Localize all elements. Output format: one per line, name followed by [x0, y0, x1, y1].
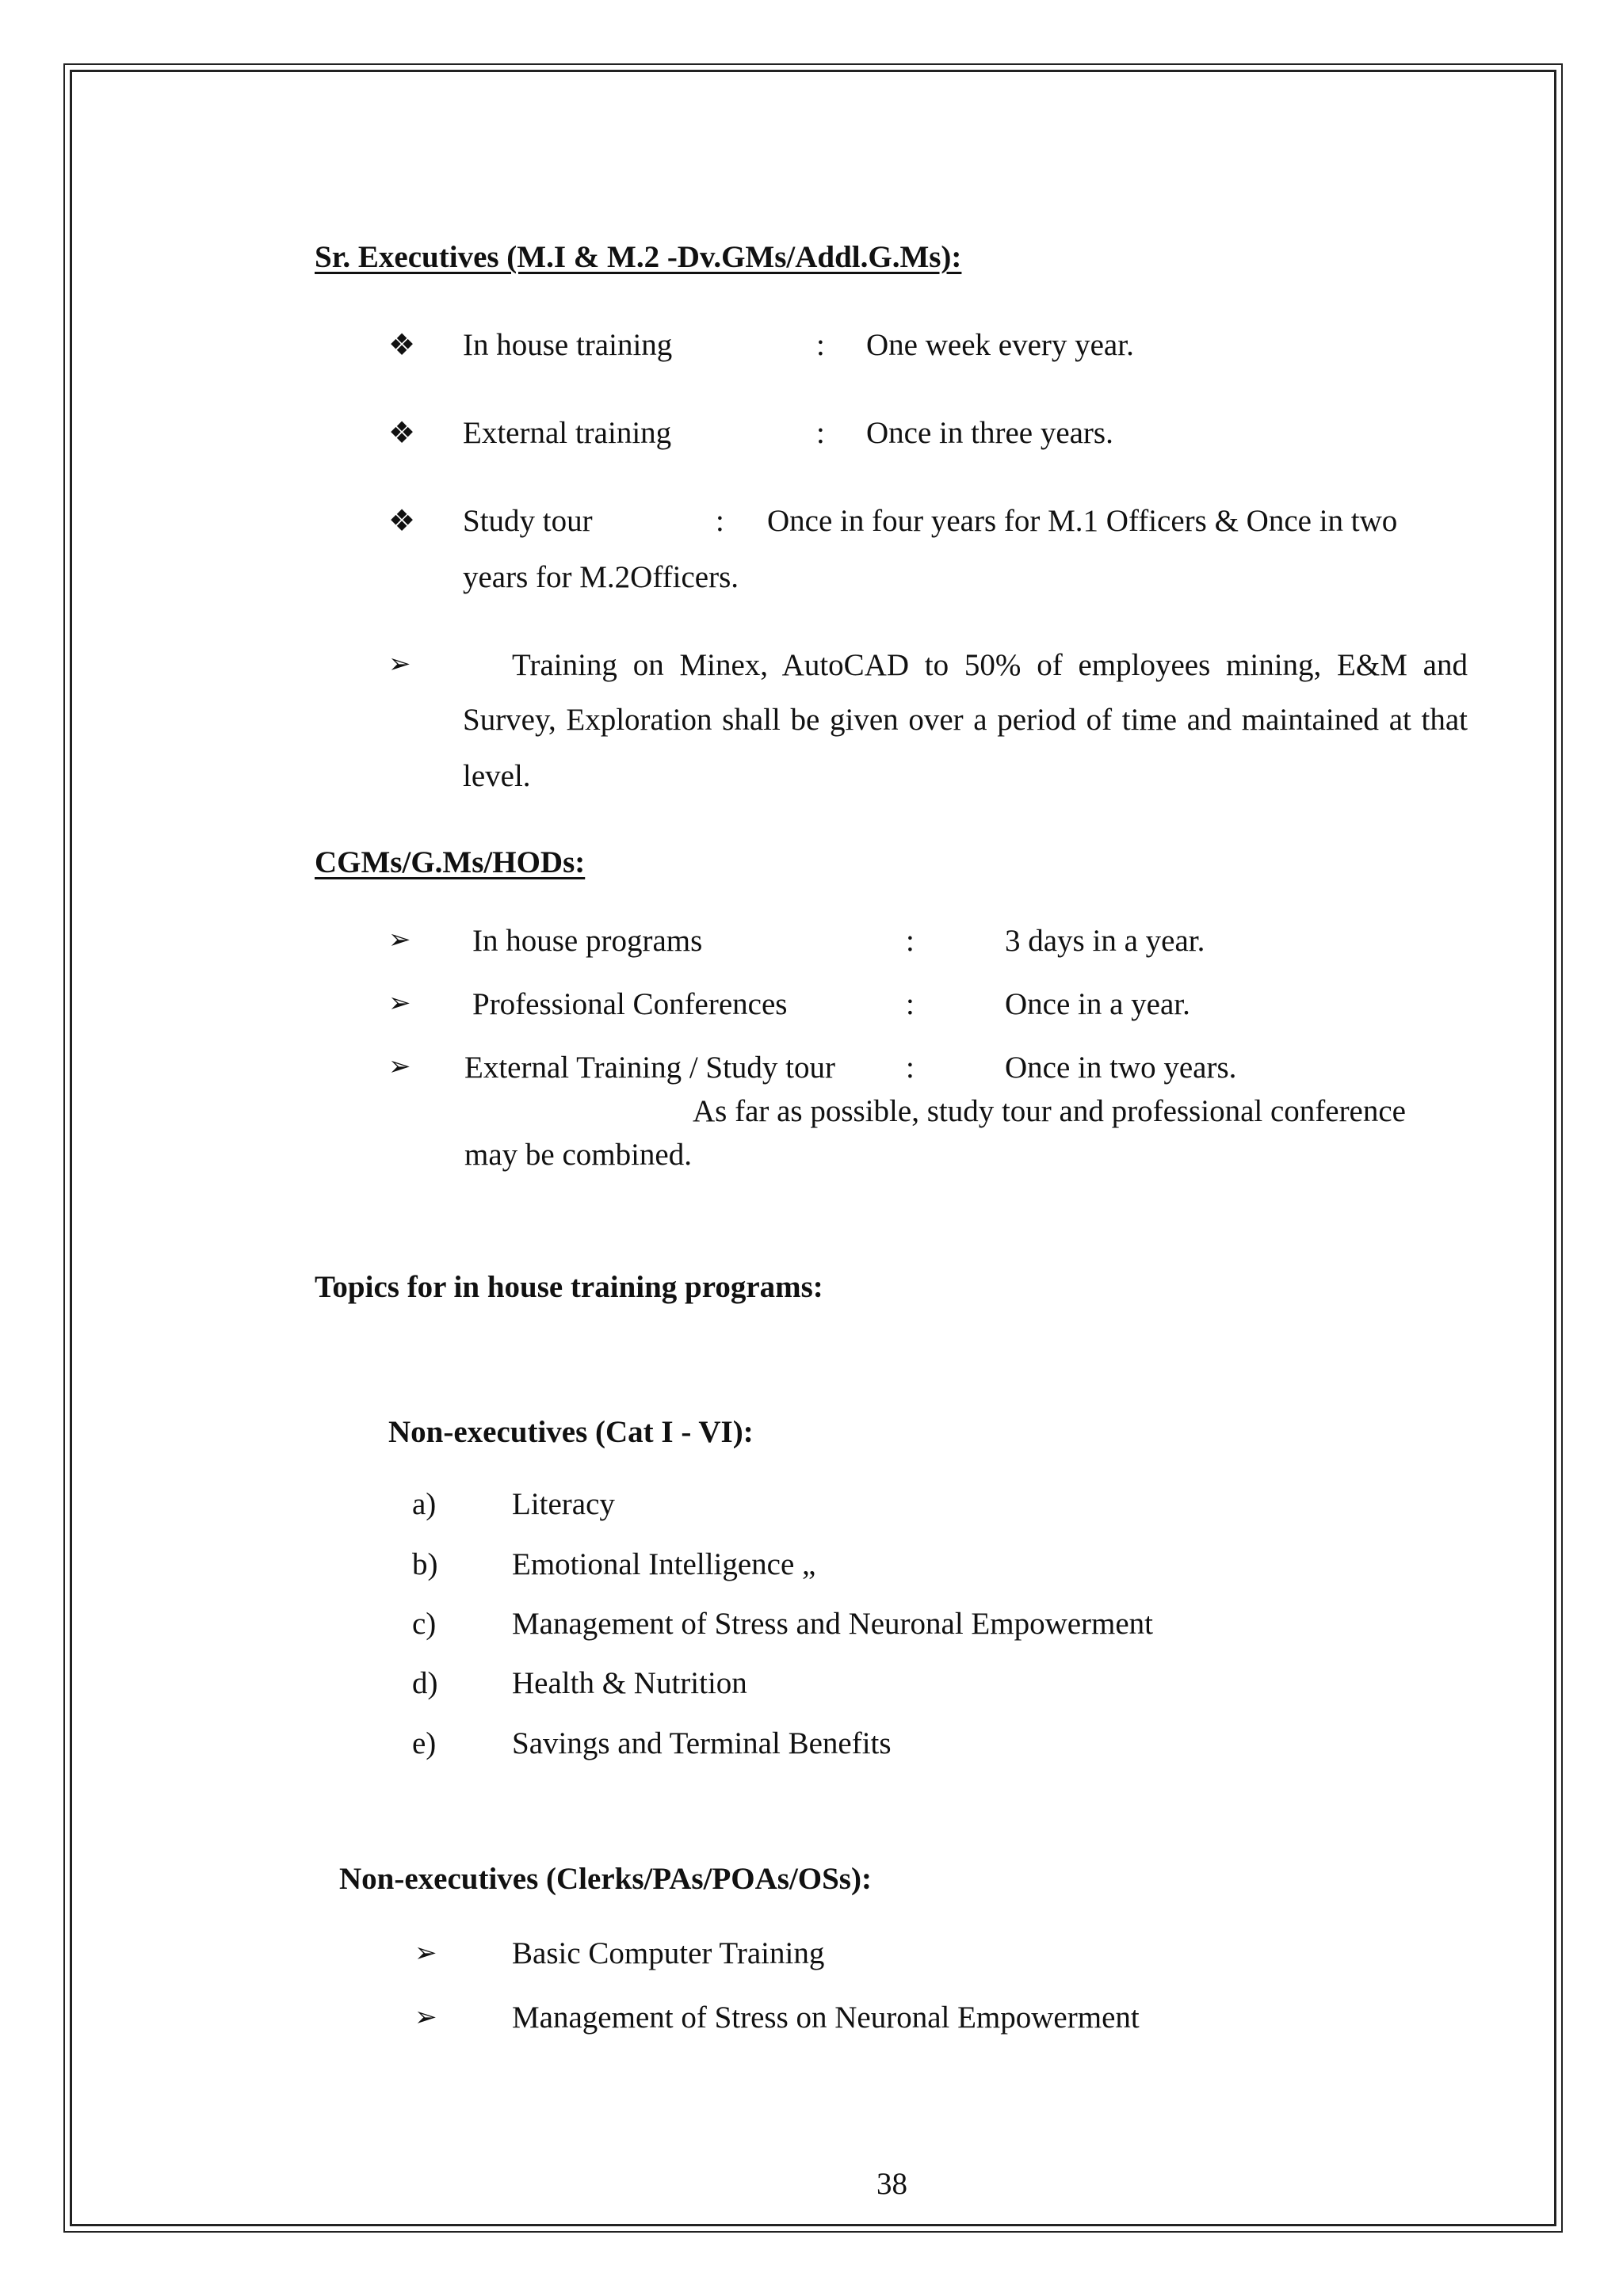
list-item: Literacy [512, 1487, 615, 1521]
arrow-bullet-icon: ➢ [388, 989, 411, 1018]
list-item: Management of Stress on Neuronal Empowerment [512, 2000, 1140, 2035]
separator-colon: : [716, 504, 724, 538]
cgm-note-line2: may be combined. [464, 1138, 692, 1172]
subheading-nonexec-cat: Non-executives (Cat I - VI): [388, 1415, 754, 1449]
study-tour-label: Study tour [463, 504, 593, 538]
cgm-row-value: Once in a year. [1005, 987, 1190, 1021]
arrow-bullet-icon: ➢ [414, 1939, 437, 1968]
cgm-row-label: Professional Conferences [472, 987, 788, 1021]
list-marker: e) [412, 1726, 437, 1760]
external-training-value: Once in three years. [866, 416, 1113, 450]
arrow-bullet-icon: ➢ [388, 650, 411, 679]
separator-colon: : [816, 416, 825, 450]
section-heading-sr-executives: Sr. Executives (M.I & M.2 -Dv.GMs/Addl.G.Ms): [315, 240, 962, 274]
list-item: Management of Stress and Neuronal Empowerment [512, 1607, 1154, 1641]
cgm-note-line1: As far as possible, study tour and professional conference [693, 1094, 1406, 1128]
separator-colon: : [906, 987, 915, 1021]
study-tour-value-continued: years for M.2Officers. [463, 560, 739, 594]
list-marker: b) [412, 1547, 438, 1581]
external-training-label: External training [463, 416, 672, 450]
diamond-bullet-icon: ❖ [388, 505, 416, 538]
diamond-bullet-icon: ❖ [388, 417, 416, 450]
section-heading-topics: Topics for in house training programs: [315, 1270, 823, 1304]
cgm-row-label: In house programs [472, 924, 703, 958]
cgm-row-value: Once in two years. [1005, 1051, 1237, 1085]
list-marker: c) [412, 1607, 437, 1641]
page-border-inner [70, 70, 1556, 2226]
cgm-row-value: 3 days in a year. [1005, 924, 1205, 958]
separator-colon: : [906, 924, 915, 958]
minex-training-line1: Training on Minex, AutoCAD to 50% of employees mining, E&M and [512, 648, 1468, 682]
separator-colon: : [816, 328, 825, 362]
minex-training-paragraph: Survey, Exploration shall be given over a period of time and maintained at that level. [463, 703, 1468, 793]
subheading-nonexec-clerks: Non-executives (Clerks/PAs/POAs/OSs): [339, 1862, 872, 1896]
list-marker: a) [412, 1487, 437, 1521]
page-number: 38 [876, 2167, 907, 2201]
arrow-bullet-icon: ➢ [388, 925, 411, 955]
in-house-training-label: In house training [463, 328, 673, 362]
list-item: Emotional Intelligence „ [512, 1547, 816, 1581]
arrow-bullet-icon: ➢ [388, 1052, 411, 1081]
list-item: Health & Nutrition [512, 1666, 747, 1700]
separator-colon: : [906, 1051, 915, 1085]
list-item: Basic Computer Training [512, 1936, 825, 1970]
arrow-bullet-icon: ➢ [414, 2003, 437, 2032]
study-tour-value: Once in four years for M.1 Officers & Once in two [767, 504, 1398, 538]
section-heading-cgms: CGMs/G.Ms/HODs: [315, 845, 586, 879]
list-marker: d) [412, 1666, 438, 1700]
cgm-row-label: External Training / Study tour [464, 1051, 835, 1085]
in-house-training-value: One week every year. [866, 328, 1134, 362]
list-item: Savings and Terminal Benefits [512, 1726, 892, 1760]
diamond-bullet-icon: ❖ [388, 329, 416, 362]
